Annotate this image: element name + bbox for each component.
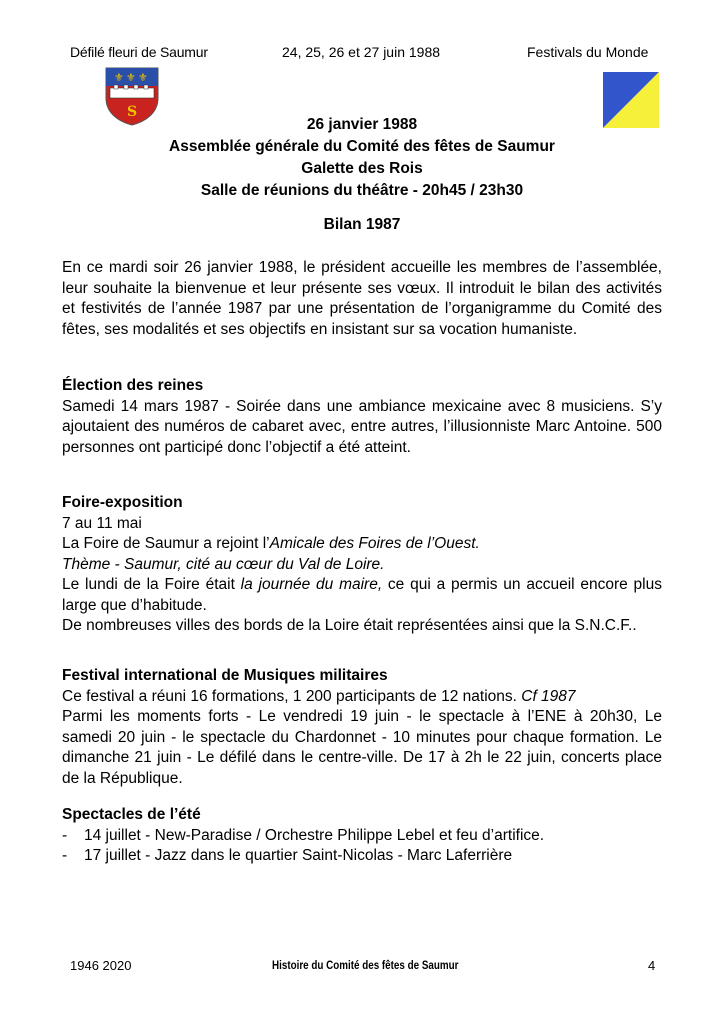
spectacle-item-1: 14 juillet - New-Paradise / Orchestre Philippe Lebel et feu d’artifice. xyxy=(84,826,545,844)
title-event: Assemblée générale du Comité des fêtes de Saumur xyxy=(169,138,555,155)
intro-paragraph: En ce mardi soir 26 janvier 1988, le président accueille les membres de l’assemblée, leur souhaite la bienvenue et leur présente ses vœux. Il introduit le bilan des activités et festivités de l’année 1987 par une présentation de l’organigramme du Comité des fêtes, ses modalités et ses objectifs en insistant sur sa vocation humaniste. xyxy=(62,259,662,338)
foire-line1-a: La Foire de Saumur a rejoint l’ xyxy=(62,535,270,552)
footer-left: 1946 2020 xyxy=(70,958,132,973)
footer-center: Histoire du Comité des fêtes de Saumur xyxy=(272,958,459,972)
foire-amicale: Amicale des Foires de l’Ouest. xyxy=(269,535,480,552)
section-festival xyxy=(62,666,662,789)
foire-line3-c: ce qui a permis un accueil encore plus large que d’habitude. xyxy=(62,576,662,614)
crest-letter: S xyxy=(126,104,138,120)
foire-theme-text: Thème - Saumur, cité au cœur du Val de Loire. xyxy=(62,555,385,573)
svg-text:⚜: ⚜ xyxy=(126,71,136,84)
festival-line1 xyxy=(62,687,662,708)
festival-line1-a: Ce festival a réuni 16 formations, 1 200 participants de 12 nations. xyxy=(62,687,522,705)
title-galette: Galette des Rois xyxy=(301,160,423,177)
svg-text:⚜: ⚜ xyxy=(138,71,148,84)
election-title: Élection des reines xyxy=(62,377,204,394)
foire-line3 xyxy=(62,575,662,616)
section-spectacles xyxy=(62,805,662,867)
spectacles-title: Spectacles de l’été xyxy=(62,806,201,823)
section-foire xyxy=(62,493,662,637)
foire-line3-a: Le lundi de la Foire était xyxy=(62,576,241,593)
dash-marker: - xyxy=(62,847,68,864)
title-block xyxy=(0,114,724,202)
section-election xyxy=(62,376,662,458)
dash-marker: - xyxy=(62,826,68,844)
bilan-heading: Bilan 1987 xyxy=(323,216,401,233)
foire-theme xyxy=(62,555,662,576)
header-right: Festivals du Monde xyxy=(527,44,649,60)
foire-dates: 7 au 11 mai xyxy=(62,514,142,532)
festival-text: Parmi les moments forts - Le vendredi 19 juin - le spectacle à l’ENE à 20h30, Le samedi 20 juin - le spectacle du Chardonnet - 10 minutes pour chaque formation. Le dimanche 21 juin - Le défilé dans le centre-ville. De 17 à 2h le 22 juin, concerts place de la République. xyxy=(62,708,662,787)
festival-title: Festival international de Musiques militaires xyxy=(62,667,388,684)
svg-text:⚜: ⚜ xyxy=(114,71,124,84)
title-venue: Salle de réunions du théâtre - 20h45 / 23h30 xyxy=(200,182,524,199)
foire-line1 xyxy=(62,534,662,555)
list-item xyxy=(62,846,662,867)
header-center: 24, 25, 26 et 27 juin 1988 xyxy=(282,44,441,60)
foire-title: Foire-exposition xyxy=(62,494,183,511)
spectacle-item-2: 17 juillet - Jazz dans le quartier Saint-Nicolas - Marc Laferrière xyxy=(84,847,513,864)
foire-journee-maire: la journée du maire, xyxy=(240,576,383,593)
title-date: 26 janvier 1988 xyxy=(306,116,418,133)
election-text: Samedi 14 mars 1987 - Soirée dans une ambiance mexicaine avec 8 musiciens. S’y ajoutaient des numéros de cabaret avec, entre autres, l’illusionniste Marc Antoine. 500 personnes ont participé donc l’objectif a été atteint. xyxy=(62,397,662,456)
list-item xyxy=(62,826,662,847)
footer-page-number: 4 xyxy=(648,958,656,973)
festival-cf: Cf 1987 xyxy=(521,687,576,705)
header-left: Défilé fleuri de Saumur xyxy=(70,44,208,60)
foire-line4: De nombreuses villes des bords de la Loire était représentées ainsi que la S.N.C.F.. xyxy=(62,617,637,634)
